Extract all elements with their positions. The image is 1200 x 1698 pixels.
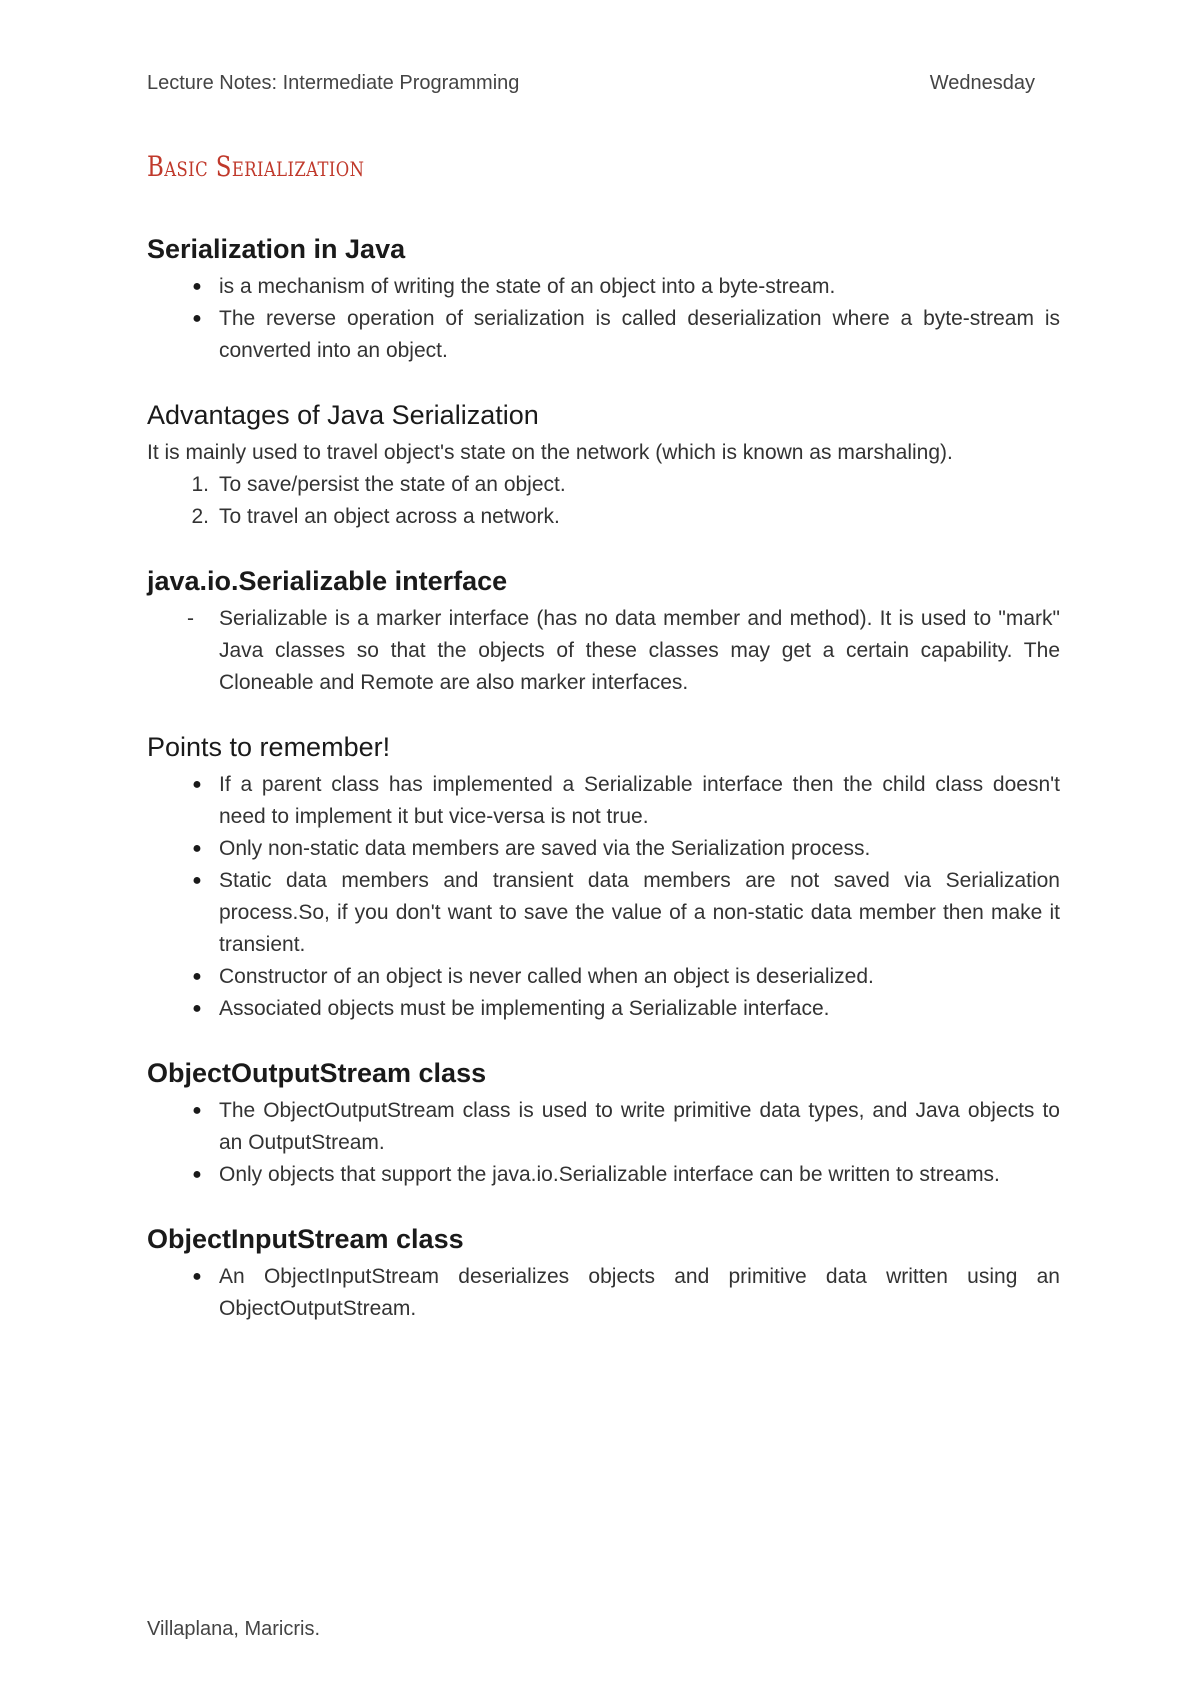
list-item: - Serializable is a marker interface (has no data member and method). It is used to "mark" Java classes so that the objects of these classes may get a certain capability. The Cloneable and Remote are also marker interfaces.	[147, 603, 1060, 699]
section-points-to-remember	[147, 729, 1060, 1025]
section-heading: Serialization in Java	[147, 234, 406, 264]
header-course: Lecture Notes: Intermediate Programming	[147, 72, 520, 94]
bullet-icon: ●	[192, 968, 202, 985]
page-header	[147, 72, 1035, 95]
bullet-list	[147, 271, 1060, 367]
list-item: ● The reverse operation of serialization is called deserialization where a byte-stream is converted into an object.	[147, 303, 1060, 367]
bullet-list	[147, 1261, 1060, 1325]
list-item: ● Static data members and transient data members are not saved via Serialization process.So, if you don't want to save the value of a non-static data member then make it transient.	[147, 865, 1060, 961]
list-item: 1. To save/persist the state of an object.	[147, 469, 1060, 501]
section-advantages	[147, 397, 1060, 533]
bullet-icon: ●	[192, 278, 202, 295]
bullet-icon: ●	[192, 872, 202, 889]
section-heading: Advantages of Java Serialization	[147, 400, 539, 430]
section-heading: ObjectInputStream class	[147, 1224, 464, 1254]
list-item: ● The ObjectOutputStream class is used to write primitive data types, and Java objects to an OutputStream.	[147, 1095, 1060, 1159]
bullet-list	[147, 769, 1060, 1025]
numbered-list	[147, 469, 1060, 533]
list-item: ● An ObjectInputStream deserializes objects and primitive data written using an ObjectOutputStream.	[147, 1261, 1060, 1325]
document-body	[147, 150, 1060, 1355]
dash-list	[147, 603, 1060, 699]
bullet-icon: ●	[192, 1102, 202, 1119]
list-number: 2.	[191, 505, 209, 528]
list-number: 1.	[191, 473, 209, 496]
section-heading: ObjectOutputStream class	[147, 1058, 487, 1088]
list-item: ● Associated objects must be implementing a Serializable interface.	[147, 993, 1060, 1025]
bullet-icon: ●	[192, 776, 202, 793]
bullet-list	[147, 1095, 1060, 1191]
bullet-icon: ●	[192, 1000, 202, 1017]
section-object-output-stream	[147, 1055, 1060, 1191]
list-item: ● Only non-static data members are saved via the Serialization process.	[147, 833, 1060, 865]
list-item: ● Constructor of an object is never called when an object is deserialized.	[147, 961, 1060, 993]
section-object-input-stream	[147, 1221, 1060, 1325]
document-title: Basic Serialization	[147, 150, 365, 183]
bullet-icon: ●	[192, 1268, 202, 1285]
bullet-icon: ●	[192, 1166, 202, 1183]
bullet-icon: ●	[192, 840, 202, 857]
list-item: ● If a parent class has implemented a Serializable interface then the child class doesn't need to implement it but vice-versa is not true.	[147, 769, 1060, 833]
header-day: Wednesday	[929, 72, 1035, 94]
dash-marker: -	[187, 607, 194, 630]
section-heading: Points to remember!	[147, 732, 391, 762]
bullet-icon: ●	[192, 310, 202, 327]
list-item: ● is a mechanism of writing the state of an object into a byte-stream.	[147, 271, 1060, 303]
section-heading: java.io.Serializable interface	[147, 566, 508, 596]
list-item: ● Only objects that support the java.io.Serializable interface can be written to streams.	[147, 1159, 1060, 1191]
section-serializable-interface	[147, 563, 1060, 699]
section-serialization	[147, 231, 1060, 367]
list-item: 2. To travel an object across a network.	[147, 501, 1060, 533]
section-intro: It is mainly used to travel object's state on the network (which is known as marshaling).	[147, 441, 953, 464]
page-footer: Villaplana, Maricris.	[147, 1618, 321, 1640]
